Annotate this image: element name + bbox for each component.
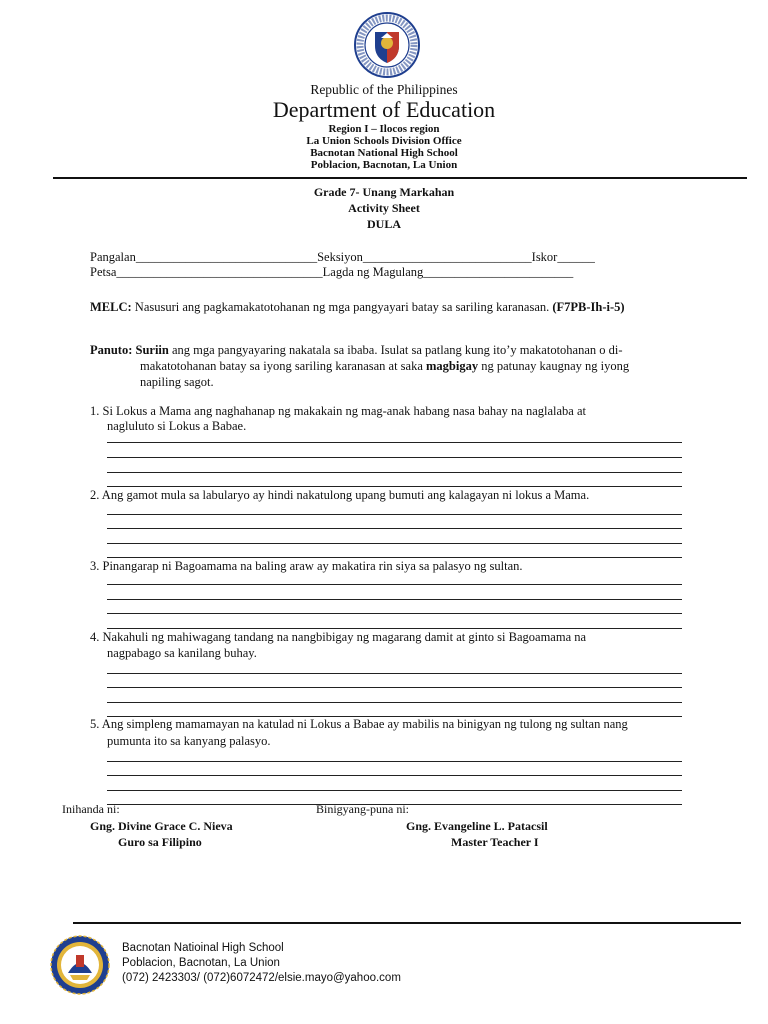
item-2-answer-line[interactable] (107, 543, 682, 544)
reviewed-by-label: Binigyang-puna ni: (316, 802, 409, 816)
item-1-question-cont: nagluluto si Lokus a Babae. (107, 419, 247, 433)
item-5-question: 5. Ang simpleng mamamayan na katulad ni Lokus a Babae ay mabilis na binigyan ng tulong ng sultan nang (90, 717, 628, 731)
item-5-question-cont: pumunta ito sa kanyang palasyo. (107, 734, 271, 748)
item-1-answer-line[interactable] (107, 457, 682, 458)
date-parent-signature-field[interactable]: Petsa_________________________________Lagda ng Magulang________________________ (90, 265, 574, 279)
item-5-answer-line[interactable] (107, 775, 682, 776)
panuto-bold-magbigay: magbigay (426, 359, 479, 373)
panuto-text-4: napiling sagot. (140, 375, 214, 389)
reviewed-by-title: Master Teacher I (451, 835, 539, 849)
prepared-by-name: Gng. Divine Grace C. Nieva (90, 819, 233, 833)
item-1-answer-line[interactable] (107, 472, 682, 473)
grade-title: Grade 7- Unang Markahan (313, 185, 455, 199)
prepared-by-label: Inihanda ni: (62, 802, 120, 816)
name-section-score-field[interactable]: Pangalan_____________________________Seksiyon___________________________Iskor______ (90, 250, 595, 264)
footer-school-name: Bacnotan Natioinal High School (122, 942, 284, 954)
item-4-question-cont: nagpabago sa kanilang buhay. (107, 646, 257, 660)
panuto-text-1: ang mga pangyayaring nakatala sa ibaba. Isulat sa patlang kung ito’y makatotohanan o di- (171, 343, 623, 357)
item-4-answer-line[interactable] (107, 687, 682, 688)
item-4-question: 4. Nakahuli ng mahiwagang tandang na nangbibigay ng magarang damit at ginto si Bagoamama na (90, 630, 587, 644)
item-2-question: 2. Ang gamot mula sa labularyo ay hindi nakatulong upang bumuti ang kalagayan ni lokus a Mama. (90, 488, 590, 502)
department-heading: Department of Education (272, 97, 496, 122)
item-1-question: 1. Si Lokus a Mama ang naghahanap ng makakain ng mag-anak habang nasa bahay na naglalaba at (90, 404, 587, 418)
footer-divider (73, 922, 741, 924)
school-seal-logo (50, 935, 110, 995)
republic-heading: Republic of the Philippines (310, 82, 458, 97)
activity-sheet-title: Activity Sheet (348, 201, 420, 215)
deped-seal-logo (354, 12, 420, 78)
item-1-answer-line[interactable] (107, 442, 682, 443)
panuto-label: Panuto: (90, 343, 133, 357)
school-heading: Bacnotan National High School (310, 147, 458, 159)
address-heading: Poblacion, Bacnotan, La Union (310, 159, 458, 171)
melc-statement (90, 299, 690, 315)
footer-contact: (072) 2423303/ (072)6072472/elsie.mayo@yahoo.com (122, 972, 401, 984)
item-5-answer-line[interactable] (107, 761, 682, 762)
item-5-answer-line[interactable] (107, 790, 682, 791)
item-2-answer-line[interactable] (107, 528, 682, 529)
item-3-question: 3. Pinangarap ni Bagoamama na baling araw ay makatira rin siya sa palasyo ng sultan. (90, 559, 523, 573)
panuto-line-1 (90, 342, 688, 358)
item-4-answer-line[interactable] (107, 673, 682, 674)
header-divider (53, 177, 747, 179)
topic-title: DULA (366, 217, 401, 231)
melc-text: Nasusuri ang pagkamakatotohanan ng mga pangyayari batay sa sariling karanasan. (134, 300, 550, 314)
item-3-answer-line[interactable] (107, 599, 682, 600)
melc-label: MELC: (90, 300, 132, 314)
item-3-answer-line[interactable] (107, 613, 682, 614)
region-heading: Region I – Ilocos region (328, 123, 440, 135)
panuto-bold-suriin: Suriin (135, 343, 169, 357)
footer-address: Poblacion, Bacnotan, La Union (122, 957, 280, 969)
division-heading: La Union Schools Division Office (306, 135, 462, 147)
item-2-answer-line[interactable] (107, 514, 682, 515)
item-3-answer-line[interactable] (107, 584, 682, 585)
reviewed-by-name: Gng. Evangeline L. Patacsil (406, 819, 548, 833)
panuto-line-2 (140, 358, 629, 374)
panuto-text-3: ng patunay kaugnay ng iyong (481, 359, 630, 373)
item-4-answer-line[interactable] (107, 702, 682, 703)
prepared-by-title: Guro sa Filipino (118, 835, 202, 849)
panuto-text-2: makatotohanan batay sa iyong sariling karanasan at saka (140, 359, 423, 373)
melc-code: (F7PB-Ih-i-5) (552, 300, 625, 314)
